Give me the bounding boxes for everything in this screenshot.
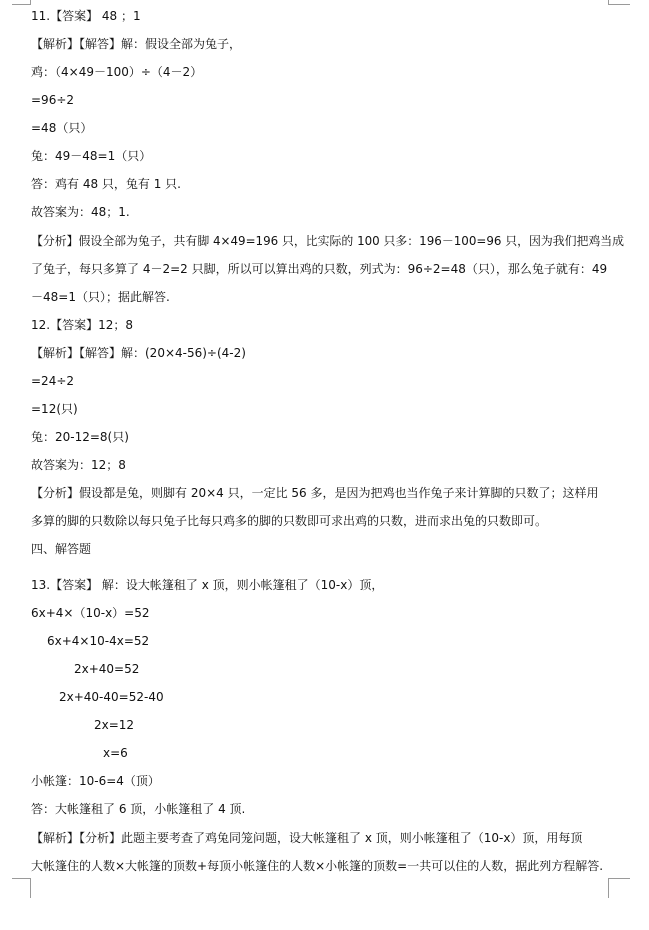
- q12-step-1: =24÷2: [31, 374, 75, 388]
- q13-explanation-line-1: 【解析】【分析】此题主要考查了鸡兔同笼问题，设大帐篷租了 x 顶，则小帐篷租了（10-x）顶，用每顶: [31, 831, 583, 845]
- q11-analysis-intro: 【解析】【解答】解：假设全部为兔子，: [31, 37, 242, 51]
- section-heading: 四、解答题: [31, 542, 92, 556]
- q11-rabbit-calc: 兔：49－48=1（只）: [31, 149, 152, 163]
- q12-answer-heading: 12.【答案】12；8: [31, 318, 133, 332]
- crop-mark-top-right-v: [608, 0, 609, 5]
- q12-step-2: =12(只): [31, 402, 78, 416]
- q13-small-tent-calc: 小帐篷：10-6=4（顶）: [31, 774, 160, 788]
- q13-equation-4: 2x+40-40=52-40: [59, 690, 164, 704]
- q12-rabbit-calc: 兔：20-12=8(只): [31, 430, 129, 444]
- q11-explanation-line-3: －48=1（只）；据此解答.: [31, 290, 170, 304]
- q11-explanation-line-2: 了兔子，每只多算了 4－2=2 只脚，所以可以算出鸡的只数，列式为：96÷2=48（只），那么兔子就有：49: [31, 262, 608, 276]
- crop-mark-bottom-left-h: [12, 878, 30, 879]
- crop-mark-bottom-right-v: [608, 878, 609, 898]
- q12-explanation-line-1: 【分析】假设都是兔，则脚有 20×4 只，一定比 56 多，是因为把鸡也当作兔子来计算脚的只数了；这样用: [31, 486, 599, 500]
- q13-explanation-line-2: 大帐篷住的人数×大帐篷的顶数+每顶小帐篷住的人数×小帐篷的顶数=一共可以住的人数，据此列方程解答.: [31, 859, 604, 873]
- crop-mark-top-right-h: [608, 4, 630, 5]
- crop-mark-bottom-left-v: [30, 878, 31, 898]
- q11-answer-heading: 11.【答案】 48 ；1: [31, 9, 141, 23]
- q12-analysis-formula: 【解析】【解答】解：(20×4-56)÷(4-2): [31, 346, 246, 360]
- q11-answer-statement: 答：鸡有 48 只，兔有 1 只.: [31, 177, 181, 191]
- crop-mark-top-left-h: [12, 4, 30, 5]
- q12-final-answer: 故答案为：12；8: [31, 458, 126, 472]
- q13-equation-6: x=6: [103, 746, 128, 760]
- q13-answer-heading: 13.【答案】 解：设大帐篷租了 x 顶，则小帐篷租了（10-x）顶，: [31, 578, 384, 592]
- q13-equation-1: 6x+4×（10-x）=52: [31, 606, 150, 620]
- crop-mark-bottom-right-h: [608, 878, 630, 879]
- q11-step-1: =96÷2: [31, 93, 75, 107]
- crop-mark-top-left-v: [30, 0, 31, 5]
- q11-explanation-line-1: 【分析】假设全部为兔子，共有脚 4×49=196 只，比实际的 100 只多：196－100=96 只，因为我们把鸡当成: [31, 234, 625, 248]
- q11-final-answer: 故答案为：48；1.: [31, 205, 130, 219]
- q11-step-2: =48（只）: [31, 121, 93, 135]
- q13-equation-5: 2x=12: [94, 718, 135, 732]
- q13-equation-2: 6x+4×10-4x=52: [47, 634, 150, 648]
- q12-explanation-line-2: 多算的脚的只数除以每只兔子比每只鸡多的脚的只数即可求出鸡的只数，进而求出兔的只数即可。: [31, 514, 548, 528]
- q11-chicken-formula: 鸡：（4×49－100）÷（4－2）: [31, 65, 203, 79]
- q13-answer-statement: 答：大帐篷租了 6 顶，小帐篷租了 4 顶.: [31, 802, 246, 816]
- q13-equation-3: 2x+40=52: [74, 662, 140, 676]
